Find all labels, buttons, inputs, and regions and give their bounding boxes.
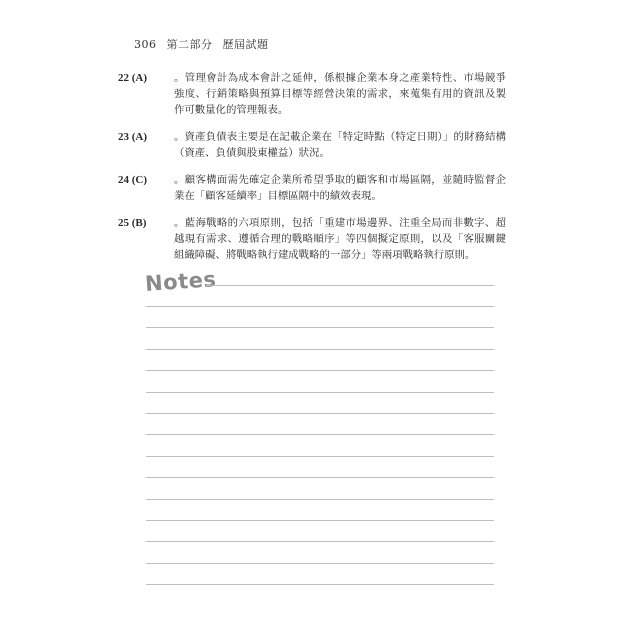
notes-ruled-line xyxy=(206,285,494,286)
answer-list xyxy=(118,70,506,274)
answer-item xyxy=(118,172,506,204)
notes-ruled-line xyxy=(146,563,494,564)
notes-ruled-line xyxy=(146,477,494,478)
notes-ruled-line xyxy=(146,456,494,457)
chapter-title: 歷屆試題 xyxy=(222,38,269,51)
answer-item xyxy=(118,215,506,263)
page-header xyxy=(134,36,275,52)
notes-ruled-line xyxy=(146,499,494,500)
notes-lines xyxy=(146,306,494,605)
answer-number: 24 (C) xyxy=(118,174,148,186)
notes-ruled-line xyxy=(146,413,494,414)
notes-ruled-line xyxy=(146,434,494,435)
answer-text: 。顧客構面需先確定企業所希望爭取的顧客和市場區隔，並隨時監督企業在「顧客延續率」目標區隔中的績效表現。 xyxy=(174,174,506,202)
notes-ruled-line xyxy=(146,306,494,307)
notes-ruled-line xyxy=(146,349,494,350)
notes-ruled-line xyxy=(146,520,494,521)
answer-number: 23 (A) xyxy=(118,131,148,143)
answer-number: 22 (A) xyxy=(118,72,148,84)
notes-ruled-line xyxy=(146,370,494,371)
section-label: 第二部分 xyxy=(166,38,213,51)
answer-text: 。資產負債表主要是在記載企業在「特定時點（特定日期）」的財務結構（資產、負債與股東權益）狀況。 xyxy=(174,131,506,159)
answer-item xyxy=(118,129,506,161)
notes-title: Notes xyxy=(144,267,218,296)
page-number: 306 xyxy=(134,38,157,51)
answer-item xyxy=(118,70,506,118)
notes-ruled-line xyxy=(146,392,494,393)
answer-text: 。管理會計為成本會計之延伸，係根據企業本身之產業特性、市場競爭強度、行銷策略與預算目標等經營決策的需求，來蒐集有用的資訊及製作可數量化的管理報表。 xyxy=(174,72,506,116)
answer-number: 25 (B) xyxy=(118,217,147,229)
notes-ruled-line xyxy=(146,327,494,328)
notes-ruled-line xyxy=(146,541,494,542)
answer-text: 。藍海戰略的六項原則，包括「重建市場邊界、注重全局而非數字、超越現有需求、遵循合理的戰略順序」等四個擬定原則，以及「客服關鍵組織障礙、將戰略執行建成戰略的一部分」等兩項戰略執行原則。 xyxy=(174,217,506,261)
notes-ruled-line xyxy=(146,584,494,585)
